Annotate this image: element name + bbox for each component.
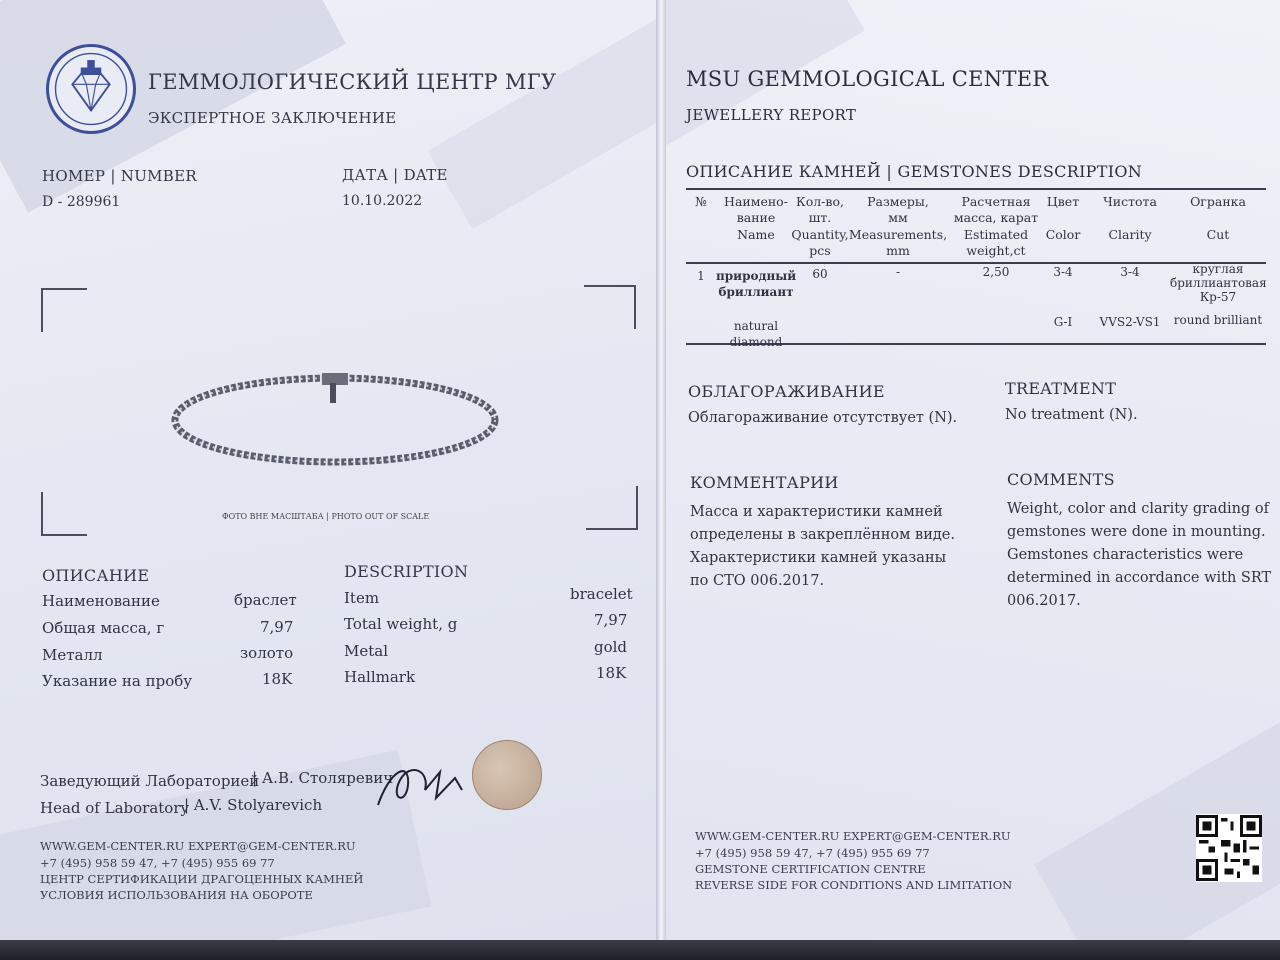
comments-ru-line: по СТО 006.2017. xyxy=(690,573,825,589)
weight-ru-value: 7,97 xyxy=(260,618,294,636)
head-name-en: | A.V. Stolyarevich xyxy=(184,796,323,814)
photo-caption: ФОТО ВНЕ МАСШТАБА | PHOTO OUT OF SCALE xyxy=(222,512,430,521)
comments-en-line: 006.2017. xyxy=(1007,593,1081,609)
hallmark-ru-label: Указание на пробу xyxy=(42,672,193,690)
metal-ru-value: золото xyxy=(240,644,294,662)
weight-en-value: 7,97 xyxy=(594,611,628,629)
cell-clarity-en: VVS2-VS1 xyxy=(1099,315,1161,329)
footer-phone-right: +7 (495) 958 59 47, +7 (495) 955 69 77 xyxy=(695,846,930,860)
item-ru-label: Наименование xyxy=(42,592,160,610)
item-ru-value: браслет xyxy=(234,591,297,609)
description-ru-title: ОПИСАНИЕ xyxy=(42,566,150,585)
col-quantity-header-en: Quantity, pcs xyxy=(791,227,849,258)
date-label: ДАТА | DATE xyxy=(342,166,448,184)
doc-type-ru: ЭКСПЕРТНОЕ ЗАКЛЮЧЕНИЕ xyxy=(148,109,397,127)
photo-frame-corner xyxy=(586,486,638,530)
comments-en-line: Weight, color and clarity grading of xyxy=(1007,501,1269,517)
head-title-en: Head of Laboratory xyxy=(40,799,189,817)
hallmark-en-value: 18K xyxy=(596,664,627,682)
bracelet-photo xyxy=(160,365,510,485)
comments-ru-title: КОММЕНТАРИИ xyxy=(690,473,839,492)
org-title-en: MSU GEMMOLOGICAL CENTER xyxy=(686,67,1049,91)
signature xyxy=(370,750,470,814)
col-cut-header-ru: Огранка xyxy=(1190,194,1246,209)
footer-center-left: ЦЕНТР СЕРТИФИКАЦИИ ДРАГОЦЕННЫХ КАМНЕЙ xyxy=(40,872,364,886)
decorative-band xyxy=(428,1,656,229)
col-measurements-header-en: Measurements, mm xyxy=(848,227,948,258)
cell-name-ru: природный бриллиант xyxy=(716,269,797,299)
weight-ru-label: Общая масса, г xyxy=(42,619,165,637)
col-weight-header-en: Estimated weight,ct xyxy=(963,227,1029,258)
cell-clarity-ru: 3-4 xyxy=(1120,265,1140,279)
col-name-header-en: Name xyxy=(737,227,775,242)
cell-number: 1 xyxy=(697,269,705,283)
cell-color-en: G-I xyxy=(1053,315,1073,329)
cell-name-en: natural diamond xyxy=(729,319,783,349)
metal-ru-label: Металл xyxy=(42,646,103,664)
date-value: 10.10.2022 xyxy=(342,193,423,209)
treatment-ru-text: Облагораживание отсутствует (N). xyxy=(688,410,958,426)
col-quantity-header-ru: Кол-во, шт. xyxy=(796,194,844,225)
footer-contacts-right: WWW.GEM-CENTER.RU EXPERT@GEM-CENTER.RU xyxy=(695,829,1011,843)
description-en-title: DESCRIPTION xyxy=(344,562,469,581)
metal-en-value: gold xyxy=(594,638,628,656)
book-spine xyxy=(656,0,666,940)
msu-logo-icon xyxy=(46,44,136,134)
treatment-en-text: No treatment (N). xyxy=(1005,407,1138,423)
cell-cut-ru: круглая бриллиантовая Кр-57 xyxy=(1170,262,1267,304)
col-measurements-header-ru: Размеры, мм xyxy=(867,194,929,225)
col-clarity-header-ru: Чистота xyxy=(1103,194,1157,209)
footer-phone-left: +7 (495) 958 59 47, +7 (495) 955 69 77 xyxy=(40,856,275,870)
photo-frame-corner xyxy=(41,492,87,536)
laboratory-seal-icon xyxy=(472,740,542,810)
footer-contacts-left: WWW.GEM-CENTER.RU EXPERT@GEM-CENTER.RU xyxy=(40,839,356,853)
metal-en-label: Metal xyxy=(344,642,389,660)
number-label: НОМЕР | NUMBER xyxy=(42,167,197,185)
col-color-header-ru: Цвет xyxy=(1046,194,1080,209)
right-page xyxy=(666,0,1280,940)
table-top-line xyxy=(686,188,1266,190)
hallmark-en-label: Hallmark xyxy=(344,668,416,686)
comments-ru-line: Характеристики камней указаны xyxy=(690,550,947,566)
photo-frame-corner xyxy=(584,285,636,329)
footer-center-right: GEMSTONE CERTIFICATION CENTRE xyxy=(695,862,926,876)
col-name-header-ru: Наимено- вание xyxy=(724,194,788,225)
comments-en-line: Gemstones characteristics were xyxy=(1007,547,1244,563)
qr-code-icon xyxy=(1196,814,1262,882)
item-en-label: Item xyxy=(344,589,380,607)
doc-type-en: JEWELLERY REPORT xyxy=(686,106,857,124)
cell-color-ru: 3-4 xyxy=(1053,265,1073,279)
head-title-ru: Заведующий Лабораторией xyxy=(40,772,260,790)
cell-weight: 2,50 xyxy=(982,265,1010,279)
footer-terms-left: УСЛОВИЯ ИСПОЛЬЗОВАНИЯ НА ОБОРОТЕ xyxy=(40,888,313,902)
cell-cut-en: round brilliant xyxy=(1173,313,1263,327)
comments-ru-line: Масса и характеристики камней xyxy=(690,504,943,520)
cell-measurements: - xyxy=(895,265,901,279)
item-en-value: bracelet xyxy=(570,585,633,603)
comments-en-line: determined in accordance with SRT xyxy=(1007,570,1272,586)
weight-en-label: Total weight, g xyxy=(344,615,458,633)
number-value: D - 289961 xyxy=(42,194,121,210)
col-clarity-header-en: Clarity xyxy=(1108,227,1152,242)
folder-edge xyxy=(0,940,1280,960)
hallmark-ru-value: 18K xyxy=(262,670,293,688)
col-number-header: № xyxy=(695,194,707,209)
comments-en-line: gemstones were done in mounting. xyxy=(1007,524,1266,540)
col-cut-header-en: Cut xyxy=(1206,227,1230,242)
gemstones-title: ОПИСАНИЕ КАМНЕЙ | GEMSTONES DESCRIPTION xyxy=(686,162,1143,181)
col-weight-header-ru: Расчетная масса, карат xyxy=(953,194,1039,225)
cell-quantity: 60 xyxy=(812,267,828,281)
treatment-ru-title: ОБЛАГОРАЖИВАНИЕ xyxy=(688,382,885,401)
col-color-header-en: Color xyxy=(1045,227,1081,242)
comments-ru-line: определены в закреплённом виде. xyxy=(690,527,955,543)
head-name-ru: | А.В. Столяревич xyxy=(252,769,394,787)
org-title-ru: ГЕММОЛОГИЧЕСКИЙ ЦЕНТР МГУ xyxy=(148,70,557,94)
photo-frame-corner xyxy=(41,288,87,332)
comments-en-title: COMMENTS xyxy=(1007,470,1115,489)
footer-terms-right: REVERSE SIDE FOR CONDITIONS AND LIMITATION xyxy=(695,878,1013,892)
treatment-en-title: TREATMENT xyxy=(1005,379,1117,398)
